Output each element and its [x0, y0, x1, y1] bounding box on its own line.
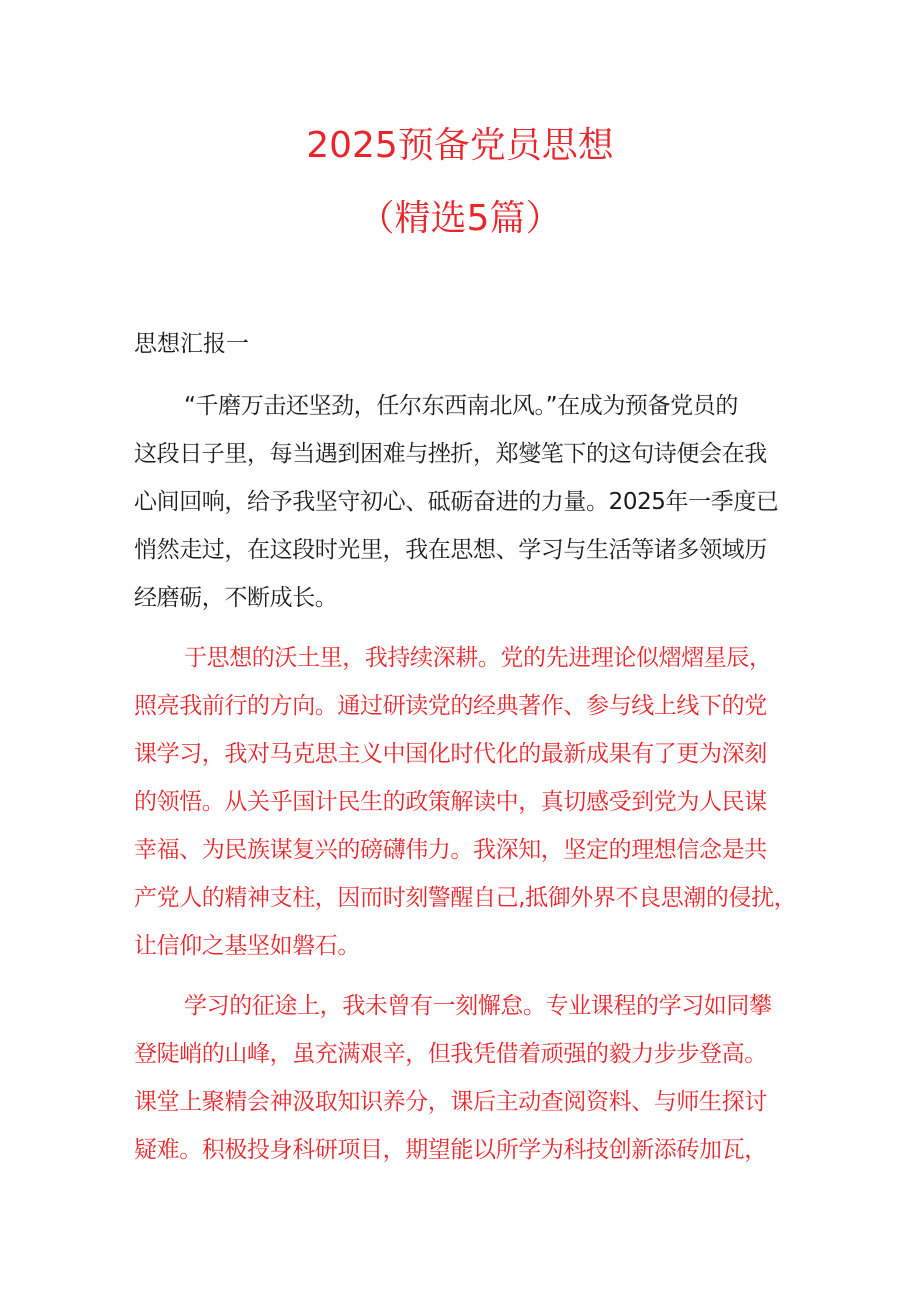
section-heading: 思想汇报一 [134, 331, 249, 357]
paragraph-line: 幸福、为民族谋复兴的磅礴伟力。我深知，坚定的理想信念是共 [134, 837, 767, 863]
paragraph-3 [134, 982, 794, 1174]
document-subtitle: （精选5篇） [358, 198, 562, 239]
paragraph-line: 这段日子里，每当遇到困难与挫折，郑燮笔下的这句诗便会在我 [134, 441, 767, 467]
paragraph-line: 让信仰之基坚如磐石。 [134, 933, 361, 959]
paragraph-line: 经磨砺，不断成长。 [134, 585, 338, 611]
document-title: 2025预备党员思想 [306, 125, 614, 166]
paragraph-2 [134, 634, 797, 970]
paragraph-line: “千磨万击还坚劲，任尔东西南北风。”在成为预备党员的 [184, 393, 738, 419]
paragraph-1 [134, 382, 794, 622]
paragraph-line: 产党人的精神支柱，因而时刻警醒自己,抵御外界不良思潮的侵扰， [134, 885, 797, 911]
paragraph-line: 悄然走过，在这段时光里，我在思想、学习与生活等诸多领域历 [134, 537, 767, 563]
paragraph-line: 的领悟。从关乎国计民生的政策解读中，真切感受到党为人民谋 [134, 789, 767, 815]
paragraph-line: 学习的征途上，我未曾有一刻懈怠。专业课程的学习如同攀 [184, 993, 772, 1019]
paragraph-line: 疑难。积极投身科研项目，期望能以所学为科技创新添砖加瓦， [134, 1137, 767, 1163]
paragraph-line: 心间回响，给予我坚守初心、砥砺奋进的力量。2025年一季度已 [134, 489, 779, 515]
paragraph-line: 于思想的沃土里，我持续深耕。党的先进理论似熠熠星辰， [184, 645, 772, 671]
paragraph-line: 课学习，我对马克思主义中国化时代化的最新成果有了更为深刻 [134, 741, 767, 767]
paragraph-line: 登陡峭的山峰，虽充满艰辛，但我凭借着顽强的毅力步步登高。 [134, 1041, 767, 1067]
paragraph-line: 课堂上聚精会神汲取知识养分，课后主动查阅资料、与师生探讨 [134, 1089, 767, 1115]
paragraph-line: 照亮我前行的方向。通过研读党的经典著作、参与线上线下的党 [134, 693, 767, 719]
